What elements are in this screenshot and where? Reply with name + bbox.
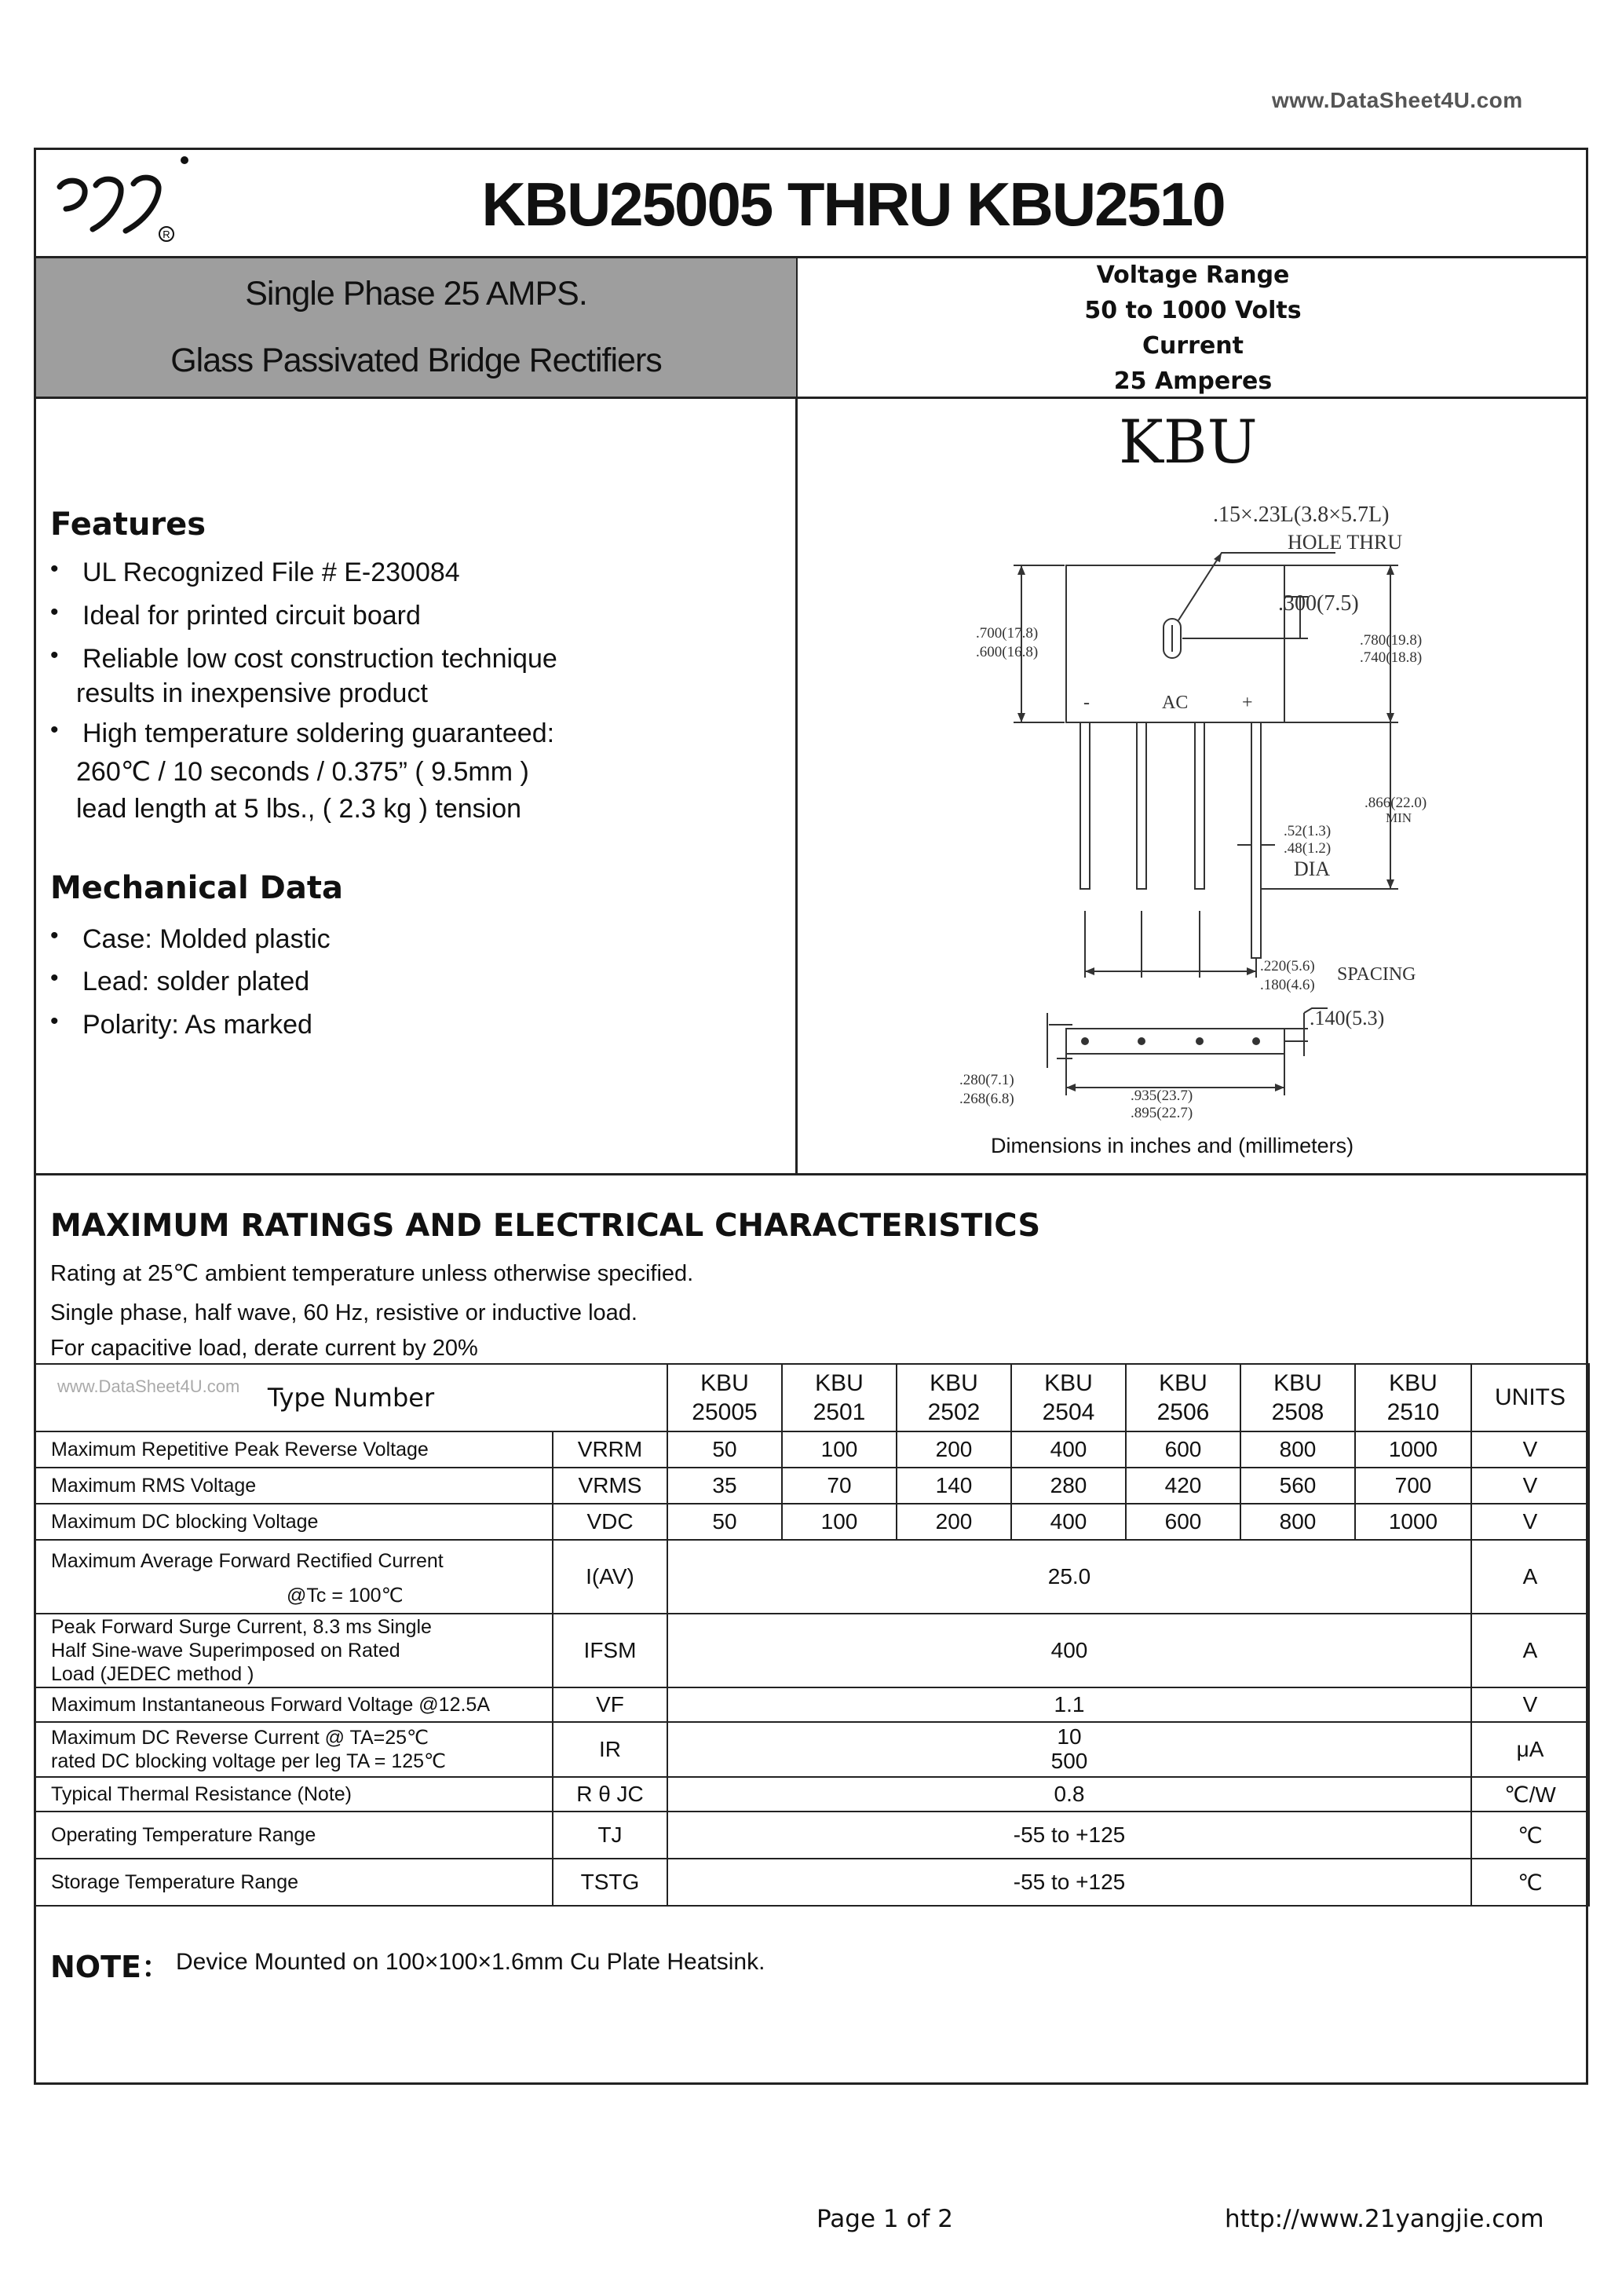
symbol-cell: TSTG bbox=[553, 1859, 667, 1906]
current-value: 25 Amperes bbox=[1113, 367, 1273, 395]
value-cell bbox=[667, 1722, 1471, 1777]
param-text: rated DC blocking voltage per leg TA = 125℃ bbox=[51, 1750, 447, 1772]
feature-item: Reliable low cost construction technique bbox=[82, 644, 557, 674]
value-cell: 400 bbox=[1011, 1504, 1126, 1540]
ratings-note-1: Rating at 25℃ ambient temperature unless otherwise specified. bbox=[50, 1261, 694, 1286]
symbol-cell: TJ bbox=[553, 1812, 667, 1859]
param-cell bbox=[35, 1540, 553, 1614]
note-label: NOTE： bbox=[50, 1950, 171, 1984]
feature-item: results in inexpensive product bbox=[76, 678, 428, 708]
table-row bbox=[35, 1812, 1589, 1859]
model-prefix: KBU bbox=[1044, 1369, 1093, 1396]
symbol-cell: VF bbox=[553, 1687, 667, 1722]
hole-dimension: .15×.23L(3.8×5.7L) bbox=[1213, 503, 1390, 527]
model-number: 2506 bbox=[1156, 1399, 1210, 1425]
value-cell: 100 bbox=[782, 1504, 897, 1540]
spacing-label: SPACING bbox=[1337, 964, 1416, 985]
footer-url[interactable]: http://www.21yangjie.com bbox=[1225, 2205, 1544, 2233]
mechanical-item: Lead: solder plated bbox=[82, 967, 310, 996]
param-cell bbox=[35, 1614, 553, 1687]
unit-cell: V bbox=[1471, 1468, 1589, 1504]
value-cell: 1.1 bbox=[667, 1687, 1471, 1722]
ratings-heading: MAXIMUM RATINGS AND ELECTRICAL CHARACTERISTICS bbox=[50, 1208, 1041, 1244]
table-watermark: www.DataSheet4U.com bbox=[57, 1377, 240, 1396]
ratings-note-3: For capacitive load, derate current by 20% bbox=[50, 1336, 478, 1361]
value-cell: 35 bbox=[667, 1468, 782, 1504]
ratings-table bbox=[34, 1363, 1590, 1907]
value-cell: 50 bbox=[667, 1431, 782, 1468]
symbol-cell: R θ JC bbox=[553, 1777, 667, 1812]
model-number: 2502 bbox=[927, 1399, 981, 1425]
dim-700: .700(17.8) bbox=[976, 625, 1039, 642]
mechanical-item: Polarity: As marked bbox=[82, 1010, 312, 1040]
svg-text:R: R bbox=[163, 229, 170, 240]
table-row bbox=[35, 1540, 1589, 1614]
value-cell: 1000 bbox=[1355, 1504, 1471, 1540]
dim-140: .140(5.3) bbox=[1310, 1007, 1385, 1029]
param-cell: Maximum DC blocking Voltage bbox=[35, 1504, 553, 1540]
subtitle-line-1: Single Phase 25 AMPS. bbox=[245, 275, 587, 313]
param-cell bbox=[35, 1722, 553, 1777]
model-header bbox=[1240, 1364, 1355, 1431]
value-cell: 600 bbox=[1126, 1504, 1240, 1540]
symbol-cell: VRMS bbox=[553, 1468, 667, 1504]
lead-1 bbox=[1080, 722, 1090, 889]
bullet-icon: • bbox=[50, 1008, 59, 1034]
dim-866: .866(22.0) bbox=[1364, 795, 1427, 811]
model-prefix: KBU bbox=[815, 1369, 864, 1396]
pin-minus: - bbox=[1083, 693, 1090, 713]
pin-ac: AC bbox=[1162, 693, 1189, 713]
param-condition: @Tc = 100℃ bbox=[287, 1585, 404, 1607]
model-prefix: KBU bbox=[700, 1369, 749, 1396]
dim-600: .600(16.8) bbox=[976, 644, 1039, 660]
table-row bbox=[35, 1859, 1589, 1906]
symbol-cell: VDC bbox=[553, 1504, 667, 1540]
param-cell: Typical Thermal Resistance (Note) bbox=[35, 1777, 553, 1812]
page-number: Page 1 of 2 bbox=[816, 2205, 953, 2233]
feature-item: lead length at 5 lbs., ( 2.3 kg ) tension bbox=[76, 794, 522, 824]
symbol-cell: IFSM bbox=[553, 1614, 667, 1687]
value-cell: 280 bbox=[1011, 1468, 1126, 1504]
bullet-icon: • bbox=[50, 965, 59, 991]
param-cell: Storage Temperature Range bbox=[35, 1859, 553, 1906]
dim-220: .220(5.6) bbox=[1260, 958, 1315, 974]
dim-740: .740(18.8) bbox=[1360, 649, 1423, 666]
model-header bbox=[1355, 1364, 1471, 1431]
value-cell: 200 bbox=[897, 1504, 1011, 1540]
unit-cell: V bbox=[1471, 1687, 1589, 1722]
param-text: Maximum Average Forward Rectified Current bbox=[51, 1550, 444, 1572]
model-number: 2504 bbox=[1042, 1399, 1095, 1425]
value-cell: 100 bbox=[782, 1431, 897, 1468]
param-cell: Maximum RMS Voltage bbox=[35, 1468, 553, 1504]
model-header bbox=[1126, 1364, 1240, 1431]
value-cell: 140 bbox=[897, 1468, 1011, 1504]
table-row bbox=[35, 1468, 1589, 1504]
unit-cell: A bbox=[1471, 1614, 1589, 1687]
model-header bbox=[1011, 1364, 1126, 1431]
dim-min: MIN bbox=[1386, 810, 1412, 825]
dimensions-caption: Dimensions in inches and (millimeters) bbox=[991, 1134, 1354, 1157]
model-header bbox=[897, 1364, 1011, 1431]
symbol-cell: I(AV) bbox=[553, 1540, 667, 1614]
dim-dia: DIA bbox=[1294, 857, 1331, 880]
param-cell: Maximum Repetitive Peak Reverse Voltage bbox=[35, 1431, 553, 1468]
value-cell: 560 bbox=[1240, 1468, 1355, 1504]
bullet-icon: • bbox=[50, 923, 59, 949]
model-prefix: KBU bbox=[930, 1369, 978, 1396]
table-row bbox=[35, 1722, 1589, 1777]
model-number: 25005 bbox=[692, 1399, 758, 1425]
lead-4 bbox=[1251, 722, 1261, 958]
dim-300: .300(7.5) bbox=[1278, 591, 1359, 616]
value-cell: 0.8 bbox=[667, 1777, 1471, 1812]
value-cell: -55 to +125 bbox=[667, 1812, 1471, 1859]
voltage-range-label: Voltage Range bbox=[1096, 261, 1290, 289]
table-row bbox=[35, 1504, 1589, 1540]
param-text: Load (JEDEC method ) bbox=[51, 1663, 254, 1685]
param-cell: Maximum Instantaneous Forward Voltage @12.5A bbox=[35, 1687, 553, 1722]
unit-cell: V bbox=[1471, 1504, 1589, 1540]
value-text: 500 bbox=[1050, 1749, 1088, 1773]
feature-item: Ideal for printed circuit board bbox=[82, 601, 421, 631]
model-prefix: KBU bbox=[1159, 1369, 1207, 1396]
symbol-cell: IR bbox=[553, 1722, 667, 1777]
units-header: UNITS bbox=[1471, 1364, 1589, 1431]
param-text: Peak Forward Surge Current, 8.3 ms Single bbox=[51, 1616, 432, 1638]
value-cell: 420 bbox=[1126, 1468, 1240, 1504]
unit-cell: ℃ bbox=[1471, 1812, 1589, 1859]
value-cell: 800 bbox=[1240, 1431, 1355, 1468]
table-header-row bbox=[35, 1364, 1589, 1431]
table-row bbox=[35, 1614, 1589, 1687]
bullet-icon: • bbox=[50, 556, 59, 582]
watermark-url: www.DataSheet4U.com bbox=[1272, 88, 1523, 112]
unit-cell: ℃ bbox=[1471, 1859, 1589, 1906]
dim-280: .280(7.1) bbox=[959, 1072, 1014, 1088]
dim-895: .895(22.7) bbox=[1131, 1105, 1193, 1121]
param-text: Half Sine-wave Superimposed on Rated bbox=[51, 1640, 400, 1662]
ratings-note-2: Single phase, half wave, 60 Hz, resistive or inductive load. bbox=[50, 1300, 637, 1325]
bullet-icon: • bbox=[50, 599, 59, 625]
note-text: Device Mounted on 100×100×1.6mm Cu Plate Heatsink. bbox=[176, 1949, 765, 1975]
subtitle-line-2: Glass Passivated Bridge Rectifiers bbox=[170, 342, 662, 379]
bullet-icon: • bbox=[50, 642, 59, 668]
dim-935: .935(23.7) bbox=[1131, 1088, 1193, 1104]
unit-cell: μA bbox=[1471, 1722, 1589, 1777]
table-row bbox=[35, 1431, 1589, 1468]
value-cell: 200 bbox=[897, 1431, 1011, 1468]
mechanical-item: Case: Molded plastic bbox=[82, 924, 331, 954]
param-cell: Operating Temperature Range bbox=[35, 1812, 553, 1859]
value-cell: 400 bbox=[1011, 1431, 1126, 1468]
dim-52: .52(1.3) bbox=[1284, 823, 1332, 839]
dim-48: .48(1.2) bbox=[1284, 840, 1332, 857]
value-cell: 70 bbox=[782, 1468, 897, 1504]
voltage-range-value: 50 to 1000 Volts bbox=[1084, 297, 1302, 324]
feature-item: UL Recognized File # E-230084 bbox=[82, 558, 460, 587]
value-cell: 700 bbox=[1355, 1468, 1471, 1504]
dim-180: .180(4.6) bbox=[1260, 977, 1315, 993]
param-text: Maximum DC Reverse Current @ TA=25℃ bbox=[51, 1727, 429, 1749]
package-outline-diagram bbox=[798, 471, 1583, 1123]
current-label: Current bbox=[1142, 332, 1244, 360]
bullet-icon: • bbox=[50, 717, 59, 743]
lead-2 bbox=[1137, 722, 1146, 889]
type-number-header bbox=[35, 1364, 667, 1431]
symbol-cell: VRRM bbox=[553, 1431, 667, 1468]
value-cell: 25.0 bbox=[667, 1540, 1471, 1614]
value-text: 10 bbox=[1057, 1724, 1082, 1749]
pin-plus: + bbox=[1242, 693, 1253, 713]
model-prefix: KBU bbox=[1273, 1369, 1322, 1396]
unit-cell: V bbox=[1471, 1431, 1589, 1468]
unit-cell: ℃/W bbox=[1471, 1777, 1589, 1812]
page-title: KBU25005 THRU KBU2510 bbox=[481, 170, 1225, 239]
model-header bbox=[667, 1364, 782, 1431]
model-number: 2510 bbox=[1386, 1399, 1440, 1425]
rule-below-features bbox=[34, 1173, 1588, 1175]
table-row bbox=[35, 1777, 1589, 1812]
value-cell: 800 bbox=[1240, 1504, 1355, 1540]
value-cell: 1000 bbox=[1355, 1431, 1471, 1468]
hole-label: HOLE THRU bbox=[1288, 531, 1403, 554]
dim-268: .268(6.8) bbox=[959, 1091, 1014, 1107]
rule-below-subtitle bbox=[34, 397, 1588, 399]
value-cell: 600 bbox=[1126, 1431, 1240, 1468]
unit-cell: A bbox=[1471, 1540, 1589, 1614]
value-cell: 400 bbox=[667, 1614, 1471, 1687]
features-heading: Features bbox=[50, 506, 206, 543]
model-header bbox=[782, 1364, 897, 1431]
dim-780: .780(19.8) bbox=[1360, 632, 1423, 649]
table-row bbox=[35, 1687, 1589, 1722]
mechanical-heading: Mechanical Data bbox=[50, 870, 343, 906]
model-number: 2501 bbox=[813, 1399, 866, 1425]
value-cell: 50 bbox=[667, 1504, 782, 1540]
lead-3 bbox=[1195, 722, 1204, 889]
type-number-label: Type Number bbox=[267, 1382, 435, 1413]
model-prefix: KBU bbox=[1389, 1369, 1438, 1396]
value-cell: -55 to +125 bbox=[667, 1859, 1471, 1906]
package-name: KBU bbox=[1119, 407, 1258, 477]
feature-item: High temperature soldering guaranteed: bbox=[82, 718, 555, 748]
model-number: 2508 bbox=[1271, 1399, 1324, 1425]
feature-item: 260℃ / 10 seconds / 0.375” ( 9.5mm ) bbox=[76, 757, 529, 787]
